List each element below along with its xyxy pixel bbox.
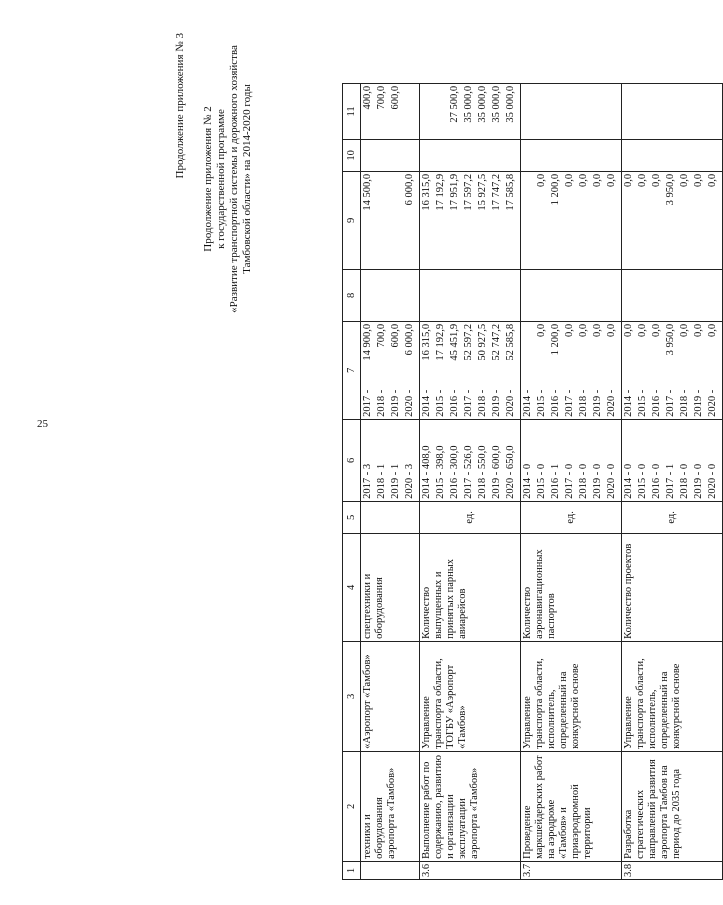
funding-year: 2016 - — [449, 389, 460, 417]
regional-amount-line: 0,0 — [536, 173, 547, 187]
funding-year: 2020 - — [404, 389, 415, 417]
local-budget — [622, 139, 723, 171]
indicator-value-line: 2019 - 0 — [592, 463, 603, 499]
total-funding — [361, 321, 420, 419]
other-sources — [622, 83, 723, 139]
regional-budget — [521, 171, 622, 269]
funding-line — [637, 324, 651, 417]
federal-budget — [622, 269, 723, 321]
regional-amount-line: 14 500,0 — [362, 173, 373, 211]
executor: Управление транспорта области, ТОГБУ «Аэропорт «Тамбов» — [420, 641, 521, 751]
program-header — [202, 29, 254, 329]
funding-line — [707, 324, 721, 417]
regional-amount-line: 0,0 — [651, 173, 662, 187]
funding-year: 2017 - — [362, 389, 373, 417]
other-amount-line — [651, 86, 665, 137]
local-budget — [361, 139, 420, 171]
indicator-value-line: 2015 - 0 — [536, 463, 547, 499]
col-num-3: 3 — [343, 641, 361, 751]
indicator-value-line: 2018 - 1 — [376, 463, 387, 499]
table-row — [420, 83, 521, 879]
row-number: 3.8 — [622, 861, 723, 879]
funding-line — [435, 324, 449, 417]
col-num-2: 2 — [343, 751, 361, 861]
regional-budget — [420, 171, 521, 269]
col-num-8: 8 — [343, 269, 361, 321]
other-amount-line: 700,0 — [376, 85, 387, 110]
total-funding — [420, 321, 521, 419]
funding-year: 2020 - — [707, 389, 718, 417]
rotated-sheet — [166, 21, 718, 886]
row-number: 3.7 — [521, 861, 622, 879]
indicator: Количество выпущенных и принятых парных авиарейсов — [420, 533, 521, 641]
funding-line — [679, 324, 693, 417]
regional-amount-line: 0,0 — [606, 173, 617, 187]
regional-amount-line: 0,0 — [578, 173, 589, 187]
row-number — [361, 861, 420, 879]
funding-amount: 16 315,0 — [421, 323, 432, 361]
other-amount-line: 35 000,0 — [477, 85, 488, 123]
other-amount-line — [564, 86, 578, 137]
indicator-value-line: 2018 - 550,0 — [477, 445, 488, 499]
federal-budget — [420, 269, 521, 321]
other-amount-line — [637, 86, 651, 137]
indicator-value-line: 2020 - 0 — [707, 463, 718, 499]
funding-amount: 0,0 — [578, 323, 589, 337]
funding-line — [564, 324, 578, 417]
funding-line — [421, 324, 435, 417]
funding-line — [623, 324, 637, 417]
col-num-5: 5 — [343, 501, 361, 533]
header-line-4: Тамбовской области» на 2014-2020 годы — [241, 84, 253, 274]
regional-amount-line — [522, 174, 536, 267]
indicator-value-line: 2018 - 0 — [679, 463, 690, 499]
funding-line — [376, 324, 390, 417]
funding-amount: 14 900,0 — [362, 323, 373, 361]
funding-year: 2019 - — [390, 389, 401, 417]
total-funding — [622, 321, 723, 419]
other-amount-line: 27 500,0 — [449, 85, 460, 123]
funding-year: 2018 - — [376, 389, 387, 417]
indicator-value-line: 2017 - 0 — [564, 463, 575, 499]
funding-amount: 0,0 — [564, 323, 575, 337]
indicator-value-line: 2016 - 300,0 — [449, 445, 460, 499]
funding-year: 2019 - — [592, 389, 603, 417]
regional-amount-line: 17 597,2 — [463, 173, 474, 211]
indicator-value-line: 2019 - 0 — [693, 463, 704, 499]
other-amount-line — [592, 86, 606, 137]
funding-year: 2014 - — [522, 389, 533, 417]
funding-amount: 0,0 — [637, 323, 648, 337]
indicator-value-line: 2017 - 526,0 — [463, 445, 474, 499]
regional-amount-line — [390, 174, 404, 267]
funding-year: 2016 - — [550, 389, 561, 417]
measure-name: Выполнение работ по содержанию, развитию и организации эксплуатации аэропорта «Тамбов» — [420, 751, 521, 861]
regional-amount-line: 0,0 — [637, 173, 648, 187]
unit-cell: ед. — [622, 501, 723, 533]
funding-line — [693, 324, 707, 417]
funding-amount: 700,0 — [376, 323, 387, 348]
other-amount-line: 35 000,0 — [505, 85, 516, 123]
indicator-values — [361, 419, 420, 501]
funding-year: 2018 - — [578, 389, 589, 417]
table-row — [622, 83, 723, 879]
regional-budget — [361, 171, 420, 269]
funding-amount: 0,0 — [679, 323, 690, 337]
measure-name: Проведение маркшейдерских работ на аэродроме «Тамбов» и приаэродромной территории — [521, 751, 622, 861]
other-amount-line — [693, 86, 707, 137]
col-num-4: 4 — [343, 533, 361, 641]
funding-year: 2020 - — [505, 389, 516, 417]
indicator-value-line: 2020 - 0 — [606, 463, 617, 499]
funding-year: 2018 - — [477, 389, 488, 417]
funding-year: 2019 - — [491, 389, 502, 417]
funding-year: 2018 - — [679, 389, 690, 417]
unit-cell: ед. — [420, 501, 521, 533]
other-amount-line: 35 000,0 — [463, 85, 474, 123]
other-amount-line — [550, 86, 564, 137]
local-budget — [521, 139, 622, 171]
funding-amount: 0,0 — [651, 323, 662, 337]
other-amount-line — [435, 86, 449, 137]
funding-line — [491, 324, 505, 417]
funding-year: 2014 - — [623, 389, 634, 417]
funding-amount: 52 747,2 — [491, 323, 502, 361]
funding-amount: 0,0 — [606, 323, 617, 337]
funding-line — [477, 324, 491, 417]
funding-year: 2014 - — [421, 389, 432, 417]
other-amount-line — [679, 86, 693, 137]
executor: Управление транспорта области, исполнитель, определенный на конкурсной основе — [622, 641, 723, 751]
header-line-1: Продолжение приложения № 2 — [202, 106, 214, 252]
funding-line — [592, 324, 606, 417]
funding-line — [449, 324, 463, 417]
unit-cell: ед. — [521, 501, 622, 533]
regional-amount-line: 0,0 — [564, 173, 575, 187]
indicator-value-line: 2019 - 600,0 — [491, 445, 502, 499]
funding-year: 2015 - — [536, 389, 547, 417]
local-budget — [420, 139, 521, 171]
funding-year: 2017 - — [564, 389, 575, 417]
funding-year: 2020 - — [606, 389, 617, 417]
column-number-row — [343, 83, 361, 879]
other-sources — [521, 83, 622, 139]
regional-amount-line: 0,0 — [679, 173, 690, 187]
other-amount-line: 35 000,0 — [491, 85, 502, 123]
indicator-value-line: 2016 - 1 — [550, 463, 561, 499]
other-amount-line: 600,0 — [390, 85, 401, 110]
page-number: 25 — [37, 418, 48, 430]
regional-amount-line: 0,0 — [707, 173, 718, 187]
other-amount-line — [536, 86, 550, 137]
col-num-10: 10 — [343, 139, 361, 171]
other-sources — [420, 83, 521, 139]
regional-amount-line: 17 747,2 — [491, 173, 502, 211]
funding-amount: 0,0 — [592, 323, 603, 337]
regional-amount-line: 1 200,0 — [550, 173, 561, 206]
regional-amount-line: 16 315,0 — [421, 173, 432, 211]
funding-line — [651, 324, 665, 417]
table-row — [361, 83, 420, 879]
indicator: спецтехники и оборудования — [361, 533, 420, 641]
indicator-values — [420, 419, 521, 501]
col-num-1: 1 — [343, 861, 361, 879]
regional-amount-line: 17 585,8 — [505, 173, 516, 211]
col-num-7: 7 — [343, 321, 361, 419]
funding-amount: 3 950,0 — [665, 323, 676, 356]
funding-amount: 0,0 — [707, 323, 718, 337]
indicator-value-line: 2020 - 650,0 — [505, 445, 516, 499]
other-sources — [361, 83, 420, 139]
regional-amount-line: 0,0 — [592, 173, 603, 187]
indicator: Количество проектов — [622, 533, 723, 641]
indicator-value-line: 2017 - 1 — [665, 463, 676, 499]
indicator-value-line: 2014 - 0 — [522, 463, 533, 499]
regional-amount-line: 15 927,5 — [477, 173, 488, 211]
header-line-2: к государственной программе — [215, 109, 227, 249]
measure-name: Разработка стратегических направлений развития аэропорта Тамбов на период до 2035 года — [622, 751, 723, 861]
funding-line — [390, 324, 404, 417]
appendix-note: Продолжение приложения № 3 — [174, 33, 186, 179]
funding-amount: 52 597,2 — [463, 323, 474, 361]
other-amount-line — [404, 86, 418, 137]
funding-year: 2015 - — [637, 389, 648, 417]
regional-amount-line: 17 951,9 — [449, 173, 460, 211]
funding-year: 2015 - — [435, 389, 446, 417]
indicator-value-line: 2020 - 3 — [404, 463, 415, 499]
indicator-value-line: 2014 - 0 — [623, 463, 634, 499]
col-num-11: 11 — [343, 83, 361, 139]
funding-year: 2016 - — [651, 389, 662, 417]
funding-line — [578, 324, 592, 417]
unit-cell — [361, 501, 420, 533]
indicator: Количество аэронавигационных паспортов — [521, 533, 622, 641]
regional-budget — [622, 171, 723, 269]
indicator-value-line: 2015 - 0 — [637, 463, 648, 499]
table-row — [521, 83, 622, 879]
funding-amount: 0,0 — [536, 323, 547, 337]
funding-amount: 0,0 — [693, 323, 704, 337]
other-amount-line: 400,0 — [362, 85, 373, 110]
funding-line — [463, 324, 477, 417]
col-num-9: 9 — [343, 171, 361, 269]
indicator-value-line: 2014 - 408,0 — [421, 445, 432, 499]
funding-amount: 52 585,8 — [505, 323, 516, 361]
funding-amount: 17 192,9 — [435, 323, 446, 361]
funding-line — [522, 324, 536, 417]
other-amount-line — [606, 86, 620, 137]
regional-amount-line: 17 192,9 — [435, 173, 446, 211]
funding-amount: 0,0 — [623, 323, 634, 337]
measure-name: техники и оборудования аэропорта «Тамбов» — [361, 751, 420, 861]
indicator-value-line: 2019 - 1 — [390, 463, 401, 499]
row-number: 3.6 — [420, 861, 521, 879]
indicator-value-line: 2015 - 398,0 — [435, 445, 446, 499]
col-num-6: 6 — [343, 419, 361, 501]
regional-amount-line: 3 950,0 — [665, 173, 676, 206]
funding-line — [606, 324, 620, 417]
funding-amount: 1 200,0 — [550, 323, 561, 356]
indicator-values — [622, 419, 723, 501]
executor: «Аэропорт «Тамбов» — [361, 641, 420, 751]
funding-amount: 50 927,5 — [477, 323, 488, 361]
other-amount-line — [707, 86, 721, 137]
funding-line — [536, 324, 550, 417]
regional-amount-line: 6 000,0 — [404, 173, 415, 206]
table-body — [343, 83, 723, 879]
other-amount-line — [421, 86, 435, 137]
federal-budget — [361, 269, 420, 321]
federal-budget — [521, 269, 622, 321]
regional-amount-line — [376, 174, 390, 267]
other-amount-line — [578, 86, 592, 137]
regional-amount-line: 0,0 — [693, 173, 704, 187]
funding-amount: 45 451,9 — [449, 323, 460, 361]
funding-year: 2017 - — [463, 389, 474, 417]
total-funding — [521, 321, 622, 419]
indicator-value-line: 2017 - 3 — [362, 463, 373, 499]
executor: Управление транспорта области, исполнитель, определенный на конкурсной основе — [521, 641, 622, 751]
other-amount-line — [522, 86, 536, 137]
funding-line — [404, 324, 418, 417]
program-table — [342, 83, 723, 880]
funding-year: 2017 - — [665, 389, 676, 417]
funding-line — [362, 324, 376, 417]
other-amount-line — [665, 86, 679, 137]
funding-year: 2019 - — [693, 389, 704, 417]
indicator-values — [521, 419, 622, 501]
funding-amount: 600,0 — [390, 323, 401, 348]
funding-line — [550, 324, 564, 417]
funding-amount: 6 000,0 — [404, 323, 415, 356]
funding-line — [505, 324, 519, 417]
header-line-3: «Развитие транспортной системы и дорожного хозяйства — [228, 45, 240, 313]
indicator-value-line: 2016 - 0 — [651, 463, 662, 499]
funding-line — [665, 324, 679, 417]
other-amount-line — [623, 86, 637, 137]
indicator-value-line: 2018 - 0 — [578, 463, 589, 499]
regional-amount-line: 0,0 — [623, 173, 634, 187]
